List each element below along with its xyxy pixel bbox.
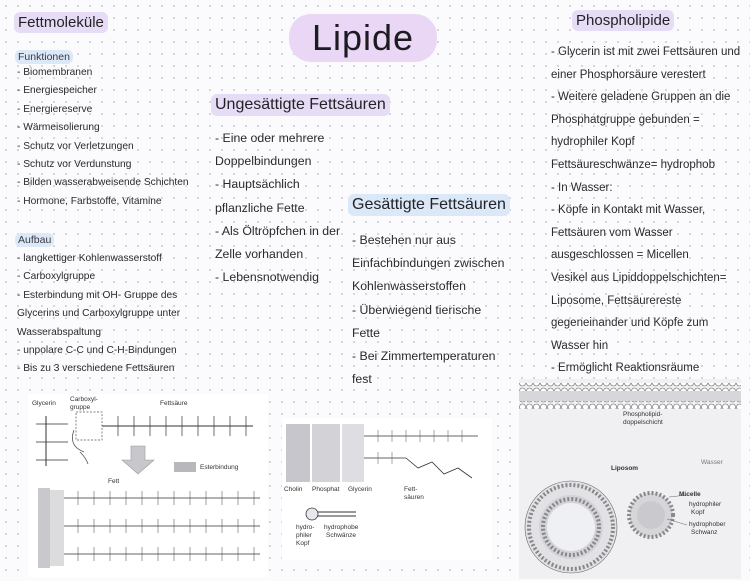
list-item: - Bilden wasserabweisende Schichten [17, 177, 189, 189]
list-item: - Eine oder mehrere [215, 131, 325, 145]
label-fatty-acid: Fettsäure [160, 400, 188, 407]
label-water: Wasser [701, 459, 723, 466]
label-ester-bond: Esterbindung [200, 464, 239, 471]
list-item: Glycerins und Carboxylgruppe unter [17, 308, 181, 320]
list-item: Wasser hin [551, 339, 609, 352]
list-item: fest [352, 372, 372, 387]
label-tail-2: Schwanz [691, 529, 718, 536]
structure-heading: Aufbau [15, 233, 54, 247]
unsaturated-heading: Ungesättigte Fettsäuren [211, 94, 390, 116]
list-item: hydrophiler Kopf [551, 136, 635, 149]
structure-list [17, 250, 180, 379]
page-title: Lipide [311, 17, 415, 58]
list-item: - Hormone, Farbstoffe, Vitamine [17, 195, 162, 207]
list-item: Phosphatgruppe gebunden = [551, 113, 700, 126]
list-item: - Überwiegend tierische [352, 302, 482, 317]
label-liposome: Liposom [611, 465, 639, 472]
list-item: Fette [352, 325, 381, 340]
title-badge [289, 14, 437, 62]
label-head-2: Kopf [691, 509, 705, 516]
label-hydrophobic-2: Schwänze [326, 532, 356, 539]
list-item: - Schutz vor Verletzungen [17, 140, 134, 152]
label-fatty-acids: Fett- [404, 486, 418, 493]
saturated-heading: Gesättigte Fettsäuren [348, 194, 510, 216]
list-item: einer Phosphorsäure verestert [551, 68, 706, 81]
label-hydrophilic-3: Kopf [296, 540, 310, 547]
figure-membrane-structures [519, 379, 741, 579]
label-cholin: Cholin [284, 486, 303, 493]
list-item: Fettsäureschwänze= hydrophob [551, 158, 715, 171]
functions-list [17, 64, 189, 211]
list-item: Liposome, Fettsäurereste [551, 294, 682, 307]
left-heading: Fettmoleküle [14, 12, 108, 33]
label-micelle: Micelle [679, 491, 701, 498]
list-item: ausgeschlossen = Micellen [551, 249, 689, 262]
label-head: hydrophiler [689, 501, 722, 508]
list-item: gegeneinander und Köpfe zum [551, 317, 709, 330]
label-fat: Fett [108, 478, 120, 485]
list-item: - Ermöglicht Reaktionsräume [551, 362, 700, 375]
list-item: - Hauptsächlich [215, 177, 300, 192]
list-item: - Als Öltröpfchen in der [215, 223, 341, 238]
label-hydrophilic: hydro- [296, 524, 315, 531]
list-item: pflanzliche Fette [215, 200, 305, 215]
list-item: - Köpfe in Kontakt mit Wasser, [551, 204, 706, 217]
list-item: - Schutz vor Verdunstung [17, 159, 132, 171]
list-item: - Energiespeicher [17, 85, 97, 97]
list-item: Doppelbindungen [215, 154, 312, 169]
list-item: Kohlenwasserstoffen [352, 279, 466, 294]
list-item: - Bestehen nur aus [352, 233, 456, 247]
phospholipids-list [551, 41, 740, 403]
label-bilayer-2: doppelschicht [623, 419, 663, 426]
phospholipids-heading: Phospholipide [572, 10, 674, 31]
ester-formation-diagram [28, 394, 268, 577]
label-carboxyl: Carboxyl- [70, 396, 98, 403]
list-item: - Weitere geladene Gruppen an die [551, 91, 731, 104]
functions-heading: Funktionen [15, 50, 73, 64]
label-bilayer: Phospholipid- [623, 411, 663, 418]
label-glycerin-2: Glycerin [348, 486, 372, 493]
list-item: Wasserabspaltung [17, 326, 101, 338]
label-carboxyl-2: gruppe [70, 404, 91, 411]
list-item: - Biomembranen [17, 67, 93, 78]
list-item: - unpolare C-C und C-H-Bindungen [17, 345, 177, 357]
list-item: - Glycerin ist mit zwei Fettsäuren und [551, 46, 741, 58]
list-item: - Esterbindung mit OH- Gruppe des [17, 289, 178, 301]
label-glycerin: Glycerin [32, 400, 56, 407]
list-item: Zelle vorhanden [215, 247, 304, 262]
list-item: - Bis zu 3 verschiedene Fettsäuren [17, 363, 175, 375]
list-item: Vesikel aus Lipiddoppelschichten= [551, 271, 727, 284]
label-phosphat: Phosphat [312, 486, 340, 493]
membrane-structures-diagram [519, 379, 741, 579]
list-item: - Energiereserve [17, 103, 93, 115]
list-item: - Lebensnotwendig [215, 270, 319, 285]
list-item: - langkettiger Kohlenwasserstoff [17, 253, 162, 264]
label-hydrophilic-2: philer [296, 532, 312, 539]
list-item: - Bei Zimmertemperaturen [352, 349, 496, 364]
list-item: - Carboxylgruppe [17, 271, 96, 283]
list-item: - Wärmeisolierung [17, 122, 100, 134]
label-hydrophobic: hydrophobe [324, 524, 359, 531]
list-item: Einfachbindungen zwischen [352, 256, 505, 271]
list-item: - In Wasser: [551, 181, 613, 194]
label-fatty-acids-2: säuren [404, 494, 424, 501]
saturated-list [352, 229, 504, 391]
label-tail: hydrophober [689, 521, 726, 528]
figure-phospholipid-molecule [282, 418, 492, 560]
figure-ester-formation [28, 394, 268, 577]
list-item: Fettsäuren vom Wasser [551, 226, 673, 239]
unsaturated-list [215, 127, 340, 289]
